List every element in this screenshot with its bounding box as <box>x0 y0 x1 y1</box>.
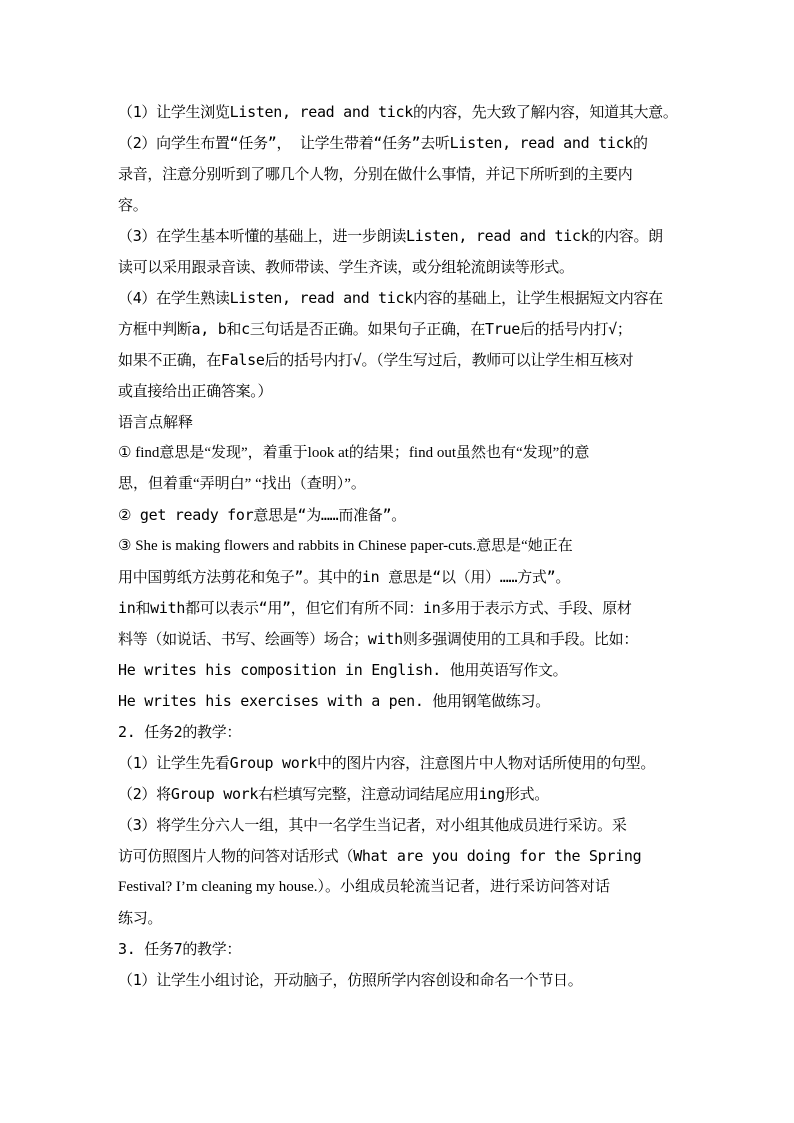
paragraph-step-4-cont2: 如果不正确，在False后的括号内打√。（学生写过后，教师可以让学生相互核对 <box>118 351 634 369</box>
task-2-step-1: （1）让学生先看Group work中的图片内容，注意图片中人物对话所使用的句型。 <box>118 754 656 772</box>
example-sentence-1: He writes his composition in English. 他用英语写作文。 <box>118 661 568 679</box>
paragraph-step-3: （3）在学生基本听懂的基础上，进一步朗读Listen, read and tick的内容。朗 <box>118 227 663 245</box>
in-with-explanation-cont: 料等（如说话、书写、绘画等）场合；with则多强调使用的工具和手段。比如： <box>118 630 639 648</box>
task-2-step-2: （2）将Group work右栏填写完整，注意动词结尾应用ing形式。 <box>118 785 549 803</box>
task-2-step-3-cont: 访可仿照图片人物的问答对话形式（What are you doing for the Spring <box>118 847 642 865</box>
paragraph-step-2-cont: 录音，注意分别听到了哪几个人物，分别在做什么事情，并记下所听到的主要内 <box>118 165 633 183</box>
language-point-3: ③ She is making flowers and rabbits in Chinese paper-cuts.意思是“她正在 <box>118 538 573 554</box>
example-sentence-2: He writes his exercises with a pen. 他用钢笔做练习。 <box>118 692 550 710</box>
paragraph-step-4: （4）在学生熟读Listen, read and tick内容的基础上，让学生根据短文内容在 <box>118 289 663 307</box>
task-2-step-3-end: 练习。 <box>118 909 163 927</box>
section-heading-task-7: 3. 任务7的教学： <box>118 940 242 958</box>
paragraph-step-4-cont: 方框中判断a, b和c三句话是否正确。如果句子正确，在True后的括号内打√； <box>118 320 632 338</box>
section-heading-language-points: 语言点解释 <box>118 413 194 431</box>
paragraph-step-4-end: 或直接给出正确答案。） <box>118 382 273 400</box>
language-point-1: ① find意思是“发现”，着重于look at的结果；find out虽然也有“发现”的意 <box>118 445 590 461</box>
paragraph-step-3-cont: 读可以采用跟录音读、教师带读、学生齐读，或分组轮流朗读等形式。 <box>118 258 574 276</box>
paragraph-step-2: （2）向学生布置“任务”， 让学生带着“任务”去听Listen, read and tick的 <box>118 134 648 152</box>
language-point-1-cont: 思，但着重“弄明白” “找出（查明）”。 <box>118 476 366 492</box>
task-2-step-3-cont2: Festival? I’m cleaning my house.）。小组成员轮流当记者，进行采访问答对话 <box>118 879 611 895</box>
section-heading-task-2: 2. 任务2的教学： <box>118 723 242 741</box>
task-7-step-1: （1）让学生小组讨论，开动脑子，仿照所学内容创设和命名一个节日。 <box>118 971 583 989</box>
in-with-explanation: in和with都可以表示“用”，但它们有所不同：in多用于表示方式、手段、原材 <box>118 599 632 617</box>
language-point-3-cont: 用中国剪纸方法剪花和兔子”。其中的in 意思是“以（用）……方式”。 <box>118 568 571 586</box>
paragraph-step-2-end: 容。 <box>118 196 148 214</box>
language-point-2: ② get ready for意思是“为……而准备”。 <box>118 506 406 524</box>
task-2-step-3: （3）将学生分六人一组，其中一名学生当记者，对小组其他成员进行采访。采 <box>118 816 627 834</box>
paragraph-step-1: （1）让学生浏览Listen, read and tick的内容，先大致了解内容，知道其大意。 <box>118 103 678 121</box>
